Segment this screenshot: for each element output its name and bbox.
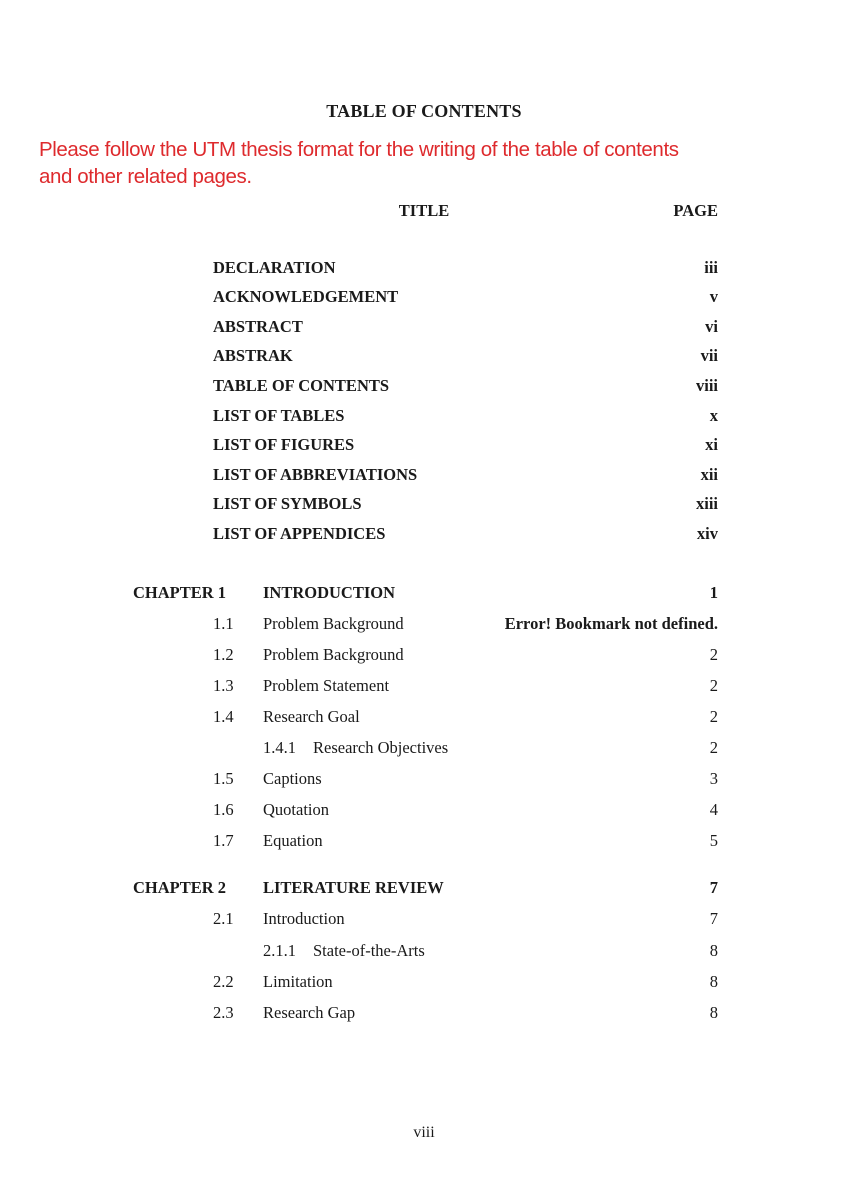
section-row — [0, 764, 848, 795]
title-column-header: TITLE — [398, 201, 450, 220]
section-number: 1.4 — [213, 706, 234, 726]
front-matter-row — [0, 519, 848, 549]
front-matter-label: TABLE OF CONTENTS — [213, 375, 390, 395]
annotation-note — [39, 137, 679, 190]
chapter-row — [0, 577, 848, 608]
section-title: Research Goal — [263, 706, 360, 726]
section-row — [0, 826, 848, 857]
page-number: 2 — [709, 675, 718, 695]
page-number: 8 — [709, 1002, 718, 1022]
page-number: 3 — [709, 769, 718, 789]
front-matter-row — [0, 371, 848, 401]
page-number: 2 — [709, 738, 718, 758]
front-matter-label: ABSTRACT — [213, 316, 303, 336]
section-row — [0, 670, 848, 701]
chapter-list — [0, 577, 848, 1028]
front-matter-label: LIST OF FIGURES — [213, 435, 355, 455]
section-number: 1.7 — [213, 831, 234, 851]
section-title: Equation — [263, 831, 323, 851]
page-number: xiv — [696, 523, 718, 543]
annotation-note-line-1: Please follow the UTM thesis format for the writing of the table of contents — [39, 138, 679, 161]
page-number: 5 — [709, 831, 718, 851]
section-number: 1.2 — [213, 644, 234, 664]
section-row — [0, 997, 848, 1028]
page-number: 8 — [709, 971, 718, 991]
front-matter-label: LIST OF APPENDICES — [213, 523, 386, 543]
section-number: 1.4.1 — [263, 738, 296, 758]
section-title: Problem Background — [263, 644, 404, 664]
page-title: TABLE OF CONTENTS — [326, 101, 522, 121]
page-number: xii — [700, 464, 718, 484]
section-title: Problem Statement — [263, 675, 390, 695]
section-row — [0, 608, 848, 639]
front-matter-label: ACKNOWLEDGEMENT — [213, 287, 399, 307]
front-matter-label: ABSTRAK — [213, 346, 293, 366]
front-matter-row — [0, 312, 848, 342]
section-list — [0, 904, 848, 1028]
section-number: 2.1 — [213, 909, 234, 929]
page-number: vi — [705, 316, 718, 336]
page-number: iii — [704, 257, 718, 277]
section-number: 1.3 — [213, 675, 234, 695]
chapter-title: INTRODUCTION — [263, 582, 396, 602]
section-row — [0, 935, 848, 966]
front-matter-row — [0, 253, 848, 283]
page-number: viii — [695, 375, 718, 395]
section-row — [0, 732, 848, 763]
chapter-row — [0, 873, 848, 904]
section-row — [0, 701, 848, 732]
footer-page-number: viii — [413, 1124, 435, 1141]
front-matter-label: LIST OF ABBREVIATIONS — [213, 464, 418, 484]
front-matter-label: DECLARATION — [213, 257, 336, 277]
front-matter-row — [0, 283, 848, 313]
section-title: Quotation — [263, 800, 329, 820]
page-number: vii — [700, 346, 718, 366]
section-number: 2.1.1 — [263, 940, 296, 960]
page-number: x — [709, 405, 718, 425]
section-title: Research Gap — [263, 1002, 356, 1022]
chapter-title: LITERATURE REVIEW — [263, 878, 444, 898]
annotation-note-line-2: and other related pages. — [39, 164, 252, 188]
section-number: 1.5 — [213, 769, 234, 789]
front-matter-label: LIST OF TABLES — [213, 405, 345, 425]
section-title: Limitation — [263, 971, 333, 991]
front-matter-row — [0, 430, 848, 460]
section-title: State-of-the-Arts — [313, 940, 425, 960]
section-title: Introduction — [263, 909, 345, 929]
chapter-block — [0, 577, 848, 857]
page-column-header: PAGE — [673, 201, 718, 220]
section-row — [0, 639, 848, 670]
page-number: v — [709, 287, 718, 307]
section-list — [0, 608, 848, 857]
front-matter-label: LIST OF SYMBOLS — [213, 494, 362, 514]
page-number: Error! Bookmark not defined. — [504, 613, 718, 633]
section-row — [0, 966, 848, 997]
page-number: 8 — [709, 940, 718, 960]
section-title: Captions — [263, 769, 322, 789]
section-number: 2.2 — [213, 971, 234, 991]
front-matter-list — [0, 253, 848, 548]
front-matter-row — [0, 489, 848, 519]
page-number: 2 — [709, 706, 718, 726]
chapter-label: CHAPTER 1 — [133, 582, 227, 602]
section-row — [0, 904, 848, 935]
page-number: 2 — [709, 644, 718, 664]
section-title: Problem Background — [263, 613, 404, 633]
front-matter-row — [0, 342, 848, 372]
page-number: xi — [705, 435, 718, 455]
section-number: 2.3 — [213, 1002, 234, 1022]
chapter-label: CHAPTER 2 — [133, 878, 227, 898]
chapter-block — [0, 873, 848, 1028]
page-number: 1 — [709, 582, 718, 602]
front-matter-row — [0, 401, 848, 431]
page-number: 4 — [709, 800, 718, 820]
front-matter-row — [0, 460, 848, 490]
section-title: Research Objectives — [313, 738, 449, 758]
section-row — [0, 795, 848, 826]
toc-column-headers — [0, 201, 848, 221]
section-number: 1.6 — [213, 800, 234, 820]
page-number: xiii — [695, 494, 718, 514]
page-number: 7 — [709, 909, 718, 929]
page-number: 7 — [709, 878, 718, 898]
section-number: 1.1 — [213, 613, 234, 633]
